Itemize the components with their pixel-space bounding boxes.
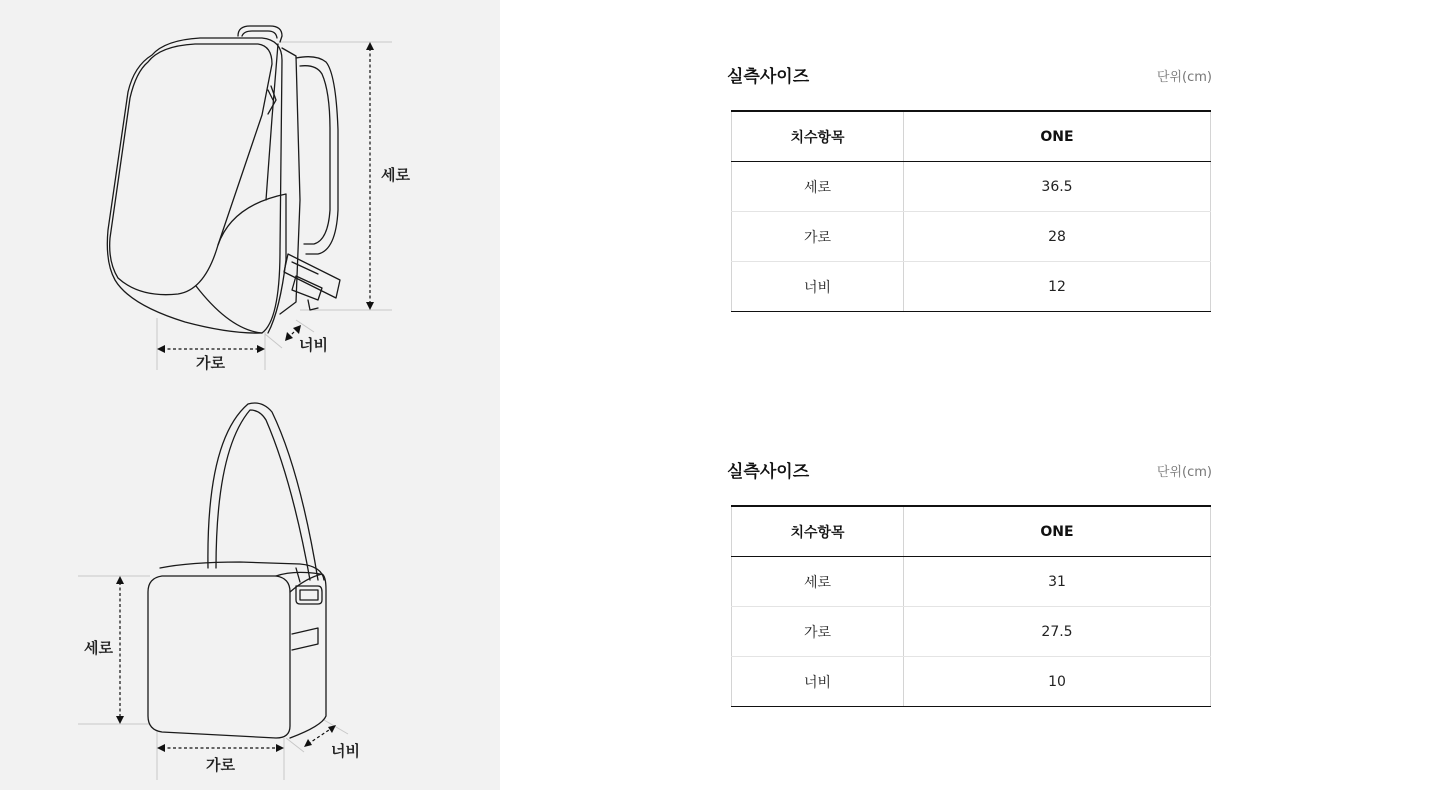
row-item: 너비 (732, 262, 904, 312)
row-item: 가로 (732, 212, 904, 262)
shoulder-bag-depth-label: 너비 (331, 742, 360, 760)
table-row (732, 557, 1211, 607)
row-value: 31 (904, 557, 1211, 607)
size-unit: 단위(cm) (1156, 70, 1212, 85)
header-item: 치수항목 (732, 111, 904, 162)
header-size-one: ONE (904, 506, 1211, 557)
product-illustrations (0, 0, 500, 790)
table-row (732, 607, 1211, 657)
row-item: 세로 (732, 557, 904, 607)
illustration-panel (0, 0, 500, 790)
backpack-width-label: 가로 (196, 354, 225, 372)
row-item: 너비 (732, 657, 904, 707)
size-table (731, 505, 1211, 707)
size-unit: 단위(cm) (1156, 465, 1212, 480)
shoulder-bag-height-label: 세로 (84, 639, 113, 657)
header-item: 치수항목 (732, 506, 904, 557)
header-size-one: ONE (904, 111, 1211, 162)
row-value: 28 (904, 212, 1211, 262)
backpack-depth-label: 너비 (299, 336, 328, 354)
backpack-height-label: 세로 (381, 166, 410, 184)
row-value: 12 (904, 262, 1211, 312)
row-item: 세로 (732, 162, 904, 212)
size-section-shoulder-bag (727, 457, 1212, 707)
shoulder-bag-illustration (78, 403, 360, 780)
row-value: 10 (904, 657, 1211, 707)
size-table-header-row (732, 111, 1211, 162)
size-title: 실측사이즈 (727, 462, 810, 482)
row-value: 27.5 (904, 607, 1211, 657)
shoulder-bag-width-label: 가로 (206, 756, 235, 774)
row-item: 가로 (732, 607, 904, 657)
size-table-header-row (732, 506, 1211, 557)
table-row (732, 212, 1211, 262)
backpack-illustration (107, 26, 410, 372)
table-row (732, 262, 1211, 312)
row-value: 36.5 (904, 162, 1211, 212)
table-row (732, 162, 1211, 212)
size-section-header (727, 457, 1212, 497)
size-section-backpack (727, 62, 1212, 312)
table-row (732, 657, 1211, 707)
size-table (731, 110, 1211, 312)
size-title: 실측사이즈 (727, 67, 810, 87)
size-section-header (727, 62, 1212, 102)
